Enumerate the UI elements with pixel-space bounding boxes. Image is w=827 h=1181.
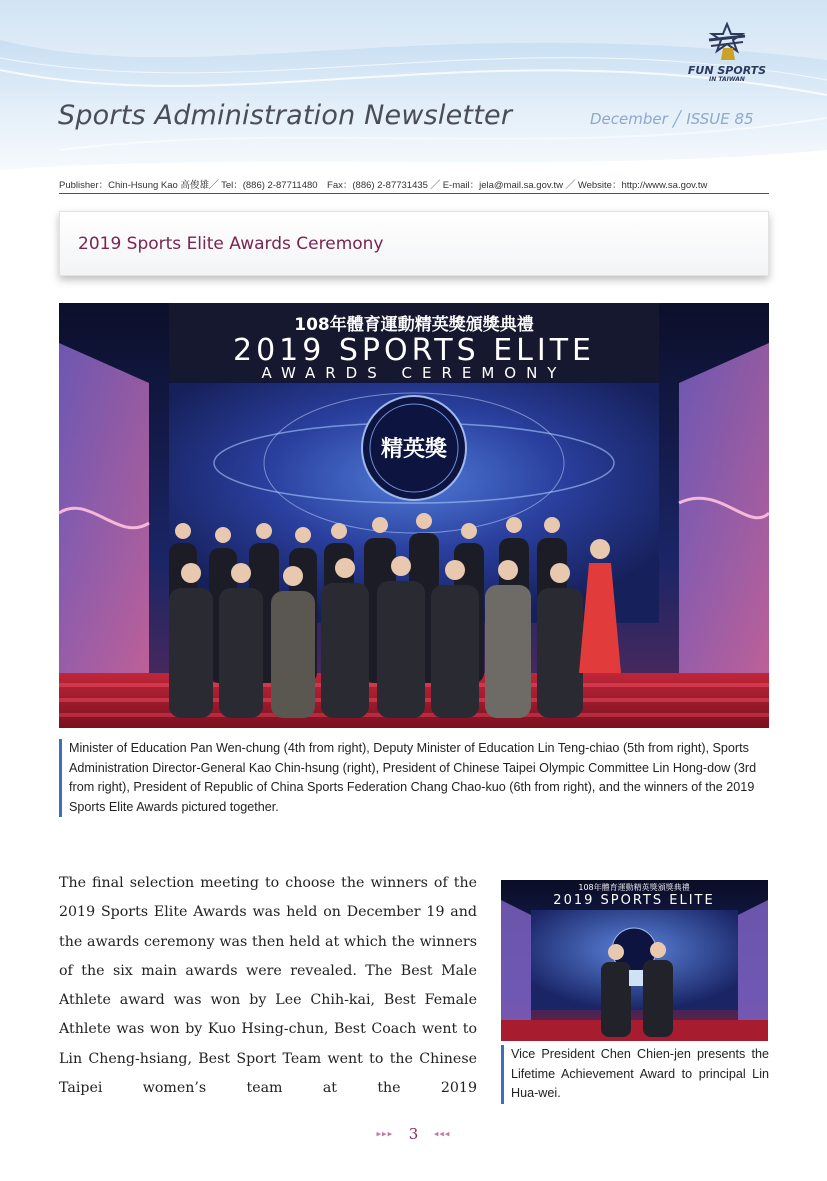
right-arrows-icon: ◂◂◂ <box>433 1128 451 1139</box>
left-arrows-icon: ▸▸▸ <box>376 1128 394 1139</box>
article-title-banner <box>59 211 769 276</box>
ceremony-group-photo <box>59 303 769 728</box>
photo1-banner-english: 2019 SPORTS ELITE <box>233 333 595 368</box>
logo-runner-icon <box>701 22 753 62</box>
issue-label: December ╱ ISSUE 85 <box>590 110 754 128</box>
page-footer <box>0 1125 827 1143</box>
article-title: 2019 Sports Elite Awards Ceremony <box>78 234 384 254</box>
publisher-info: Publisher：Chin-Hsung Kao 高俊雄╱ Tel：(886) 2-87711480 Fax：(886) 2-87731435 ╱ E-mail：jela@mail.sa.gov.tw ╱ Website：http://www.sa.gov.tw <box>59 180 708 191</box>
newsletter-title: Sports Administration Newsletter <box>58 100 513 131</box>
photo2-banner-english: 2019 SPORTS ELITE <box>553 893 715 908</box>
photo2-caption: Vice President Chen Chien-jen presents the Lifetime Achievement Award to principal Lin Hua-wei. <box>501 1045 769 1104</box>
photo1-banner-chinese: 108年體育運動精英獎頒獎典禮 <box>294 315 534 335</box>
photo2-banner-chinese: 108年體育運動精英獎頒獎典禮 <box>578 883 690 892</box>
article-body: The final selection meeting to choose the winners of the 2019 Sports Elite Awards was held on December 19 and the awards ceremony was then held at which the winners of the six main awards were revealed. The Best Male Athlete award was won by Lee Chih-kai, Best Female Athlete was won by Kuo Hsing-chun, Best Coach went to Lin Cheng-hsiang, Best Sport Team went to the Chinese Taipei women’s team at the 2019 <box>59 875 477 1097</box>
page-number: 3 <box>408 1125 419 1143</box>
logo-text-line1: FUN SPORTS <box>687 64 767 77</box>
photo1-banner-sub: AWARDS CEREMONY <box>261 364 567 382</box>
award-presentation-photo <box>501 880 768 1041</box>
photo1-emblem-text: 精英獎 <box>380 437 448 462</box>
header-divider <box>59 193 769 194</box>
logo-text-line2: IN TAIWAN <box>709 76 745 83</box>
photo1-caption: Minister of Education Pan Wen-chung (4th from right), Deputy Minister of Education Lin Teng-chiao (5th from right), Sports Administration Director-General Kao Chin-hsung (right), President of Chinese Taipei Olympic Committee Lin Hong-dow (3rd from right), President of Republic of China Sports Federation Chang Chao-kuo (6th from right), and the winners of the 2019 Sports Elite Awards pictured together. <box>59 739 769 817</box>
fun-sports-logo <box>686 22 768 92</box>
